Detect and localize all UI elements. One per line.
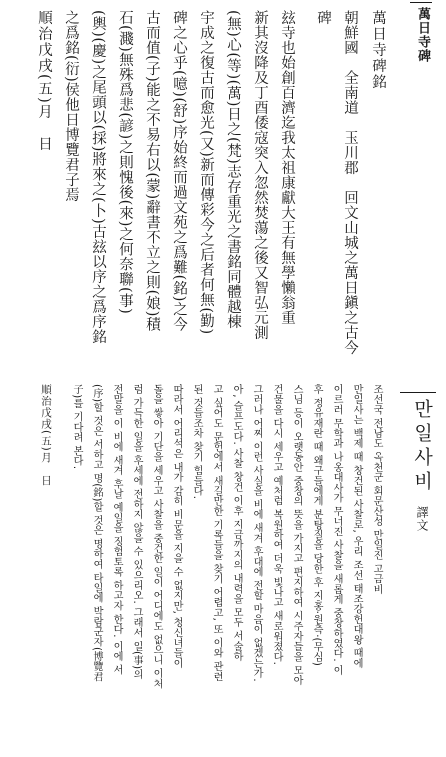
translation-section	[0, 380, 446, 757]
original-column: (輿)(慶)之尾頭以(採)將來之(卜)古玆以序之爲序銘	[90, 10, 106, 345]
translation-column: 돌을 쌓아 기단을 세우고 사찰을 중건한 일이 어디에도 없으니 이처	[151, 384, 162, 689]
original-column: 萬日寺碑銘	[370, 10, 386, 90]
translation-column: 고 싶어도 문헌에서 새길만한 기록들을 찾기 어렵고, 또 이와 관련	[211, 384, 222, 682]
translation-column: 스님 등이 오랫동안 중창의 뜻을 가지고 편지하여 시주자들을 모아	[291, 384, 302, 686]
original-column: 碑	[315, 10, 331, 26]
original-column: 宇成之復古而愈光(又)新而傳彩今之后者何無(勤)	[198, 10, 214, 335]
original-column: 碑之心乎(噫)(舒)序始終而過文苑之爲難(銘)之今	[171, 10, 187, 332]
original-column: 玆寺也始創百濟迄我太祖康獻大王有無學懶翁重	[279, 10, 295, 325]
translation-column: 후 정유재란 때 왜구들에게 분탕질을 당한 후 지홍·원측·(무심)	[311, 384, 322, 666]
translation-column: 따라서 어리석은 내가 감히 비문을 지을 수 없지만, 청신녀들이	[171, 384, 182, 669]
original-column: 之爲銘(衍)侯他日博覽君子焉	[63, 10, 79, 203]
translation-column: 조선국 전남도 옥천군 회문산성 만일진 고금비	[371, 384, 382, 594]
original-column: 新其沒降及丁酉倭寇突入忽然焚蕩之後又智弘元測	[252, 10, 268, 340]
translation-column: 이르러 무학과 나옹대사가 무너진 사찰을 새롭게 중창하였다. 이	[331, 384, 342, 676]
translation-column: 아, 슬프도다. 사찰 창건 이후 지금까지의 내력을 모두 서술하	[231, 384, 242, 662]
original-column: 石(濺)無殊爲悲(諺)之則愧後(來)之何奈聯(事)	[117, 10, 133, 315]
translation-column: 그러나 어찌 이런 사실을 비에 새겨 후대에 전할 마음이 없겠는가.	[251, 384, 262, 682]
original-date: 順治戊戌(五)月 日	[36, 10, 52, 153]
translation-column: 만일사는 백제 때 창건된 사찰로, 우리 조선 태조강헌대왕 때에	[351, 384, 362, 669]
original-side-title: 萬日寺碑	[410, 2, 432, 122]
translation-date: 順治戊戌(五)月 日	[40, 384, 52, 487]
original-column: 朝鮮國 全南道 玉川郡 回文山城之萬日鎭之古今	[342, 10, 358, 355]
original-column: 古而值(子)能之不易右以(蒙)辭書不立之則(娘)積	[144, 10, 160, 332]
translation-column: 子)를 기다려 본다.	[71, 384, 82, 470]
translation-side-title	[400, 392, 436, 622]
translation-column: 전말을 이 비에 새겨 후날 예일을 징험토록 하고자 한다. 이에 서	[111, 384, 122, 675]
translation-title: 만일사비	[411, 399, 433, 495]
translation-subtitle: 譯文	[415, 506, 429, 533]
translation-column: (序)할 것은 서하고 명(銘)할 것은 명하여 타일에 박람군자(博覽君	[91, 384, 102, 682]
translation-column: 된 것들조차 찾기 힘들다.	[191, 384, 202, 499]
original-column: (無)心(等)(萬)日之(梵)志存重光之書銘同體越棟	[225, 10, 241, 330]
translation-column: 럼 가득한 일을 후세에 전하지 않을 수 있으리오. 그래서 일(事)의	[131, 384, 142, 680]
translation-column: 건물을 다시 세우고 예처럼 복원하여 더욱 빛나고 새로워졌다.	[271, 384, 282, 665]
original-text-section	[0, 0, 446, 378]
